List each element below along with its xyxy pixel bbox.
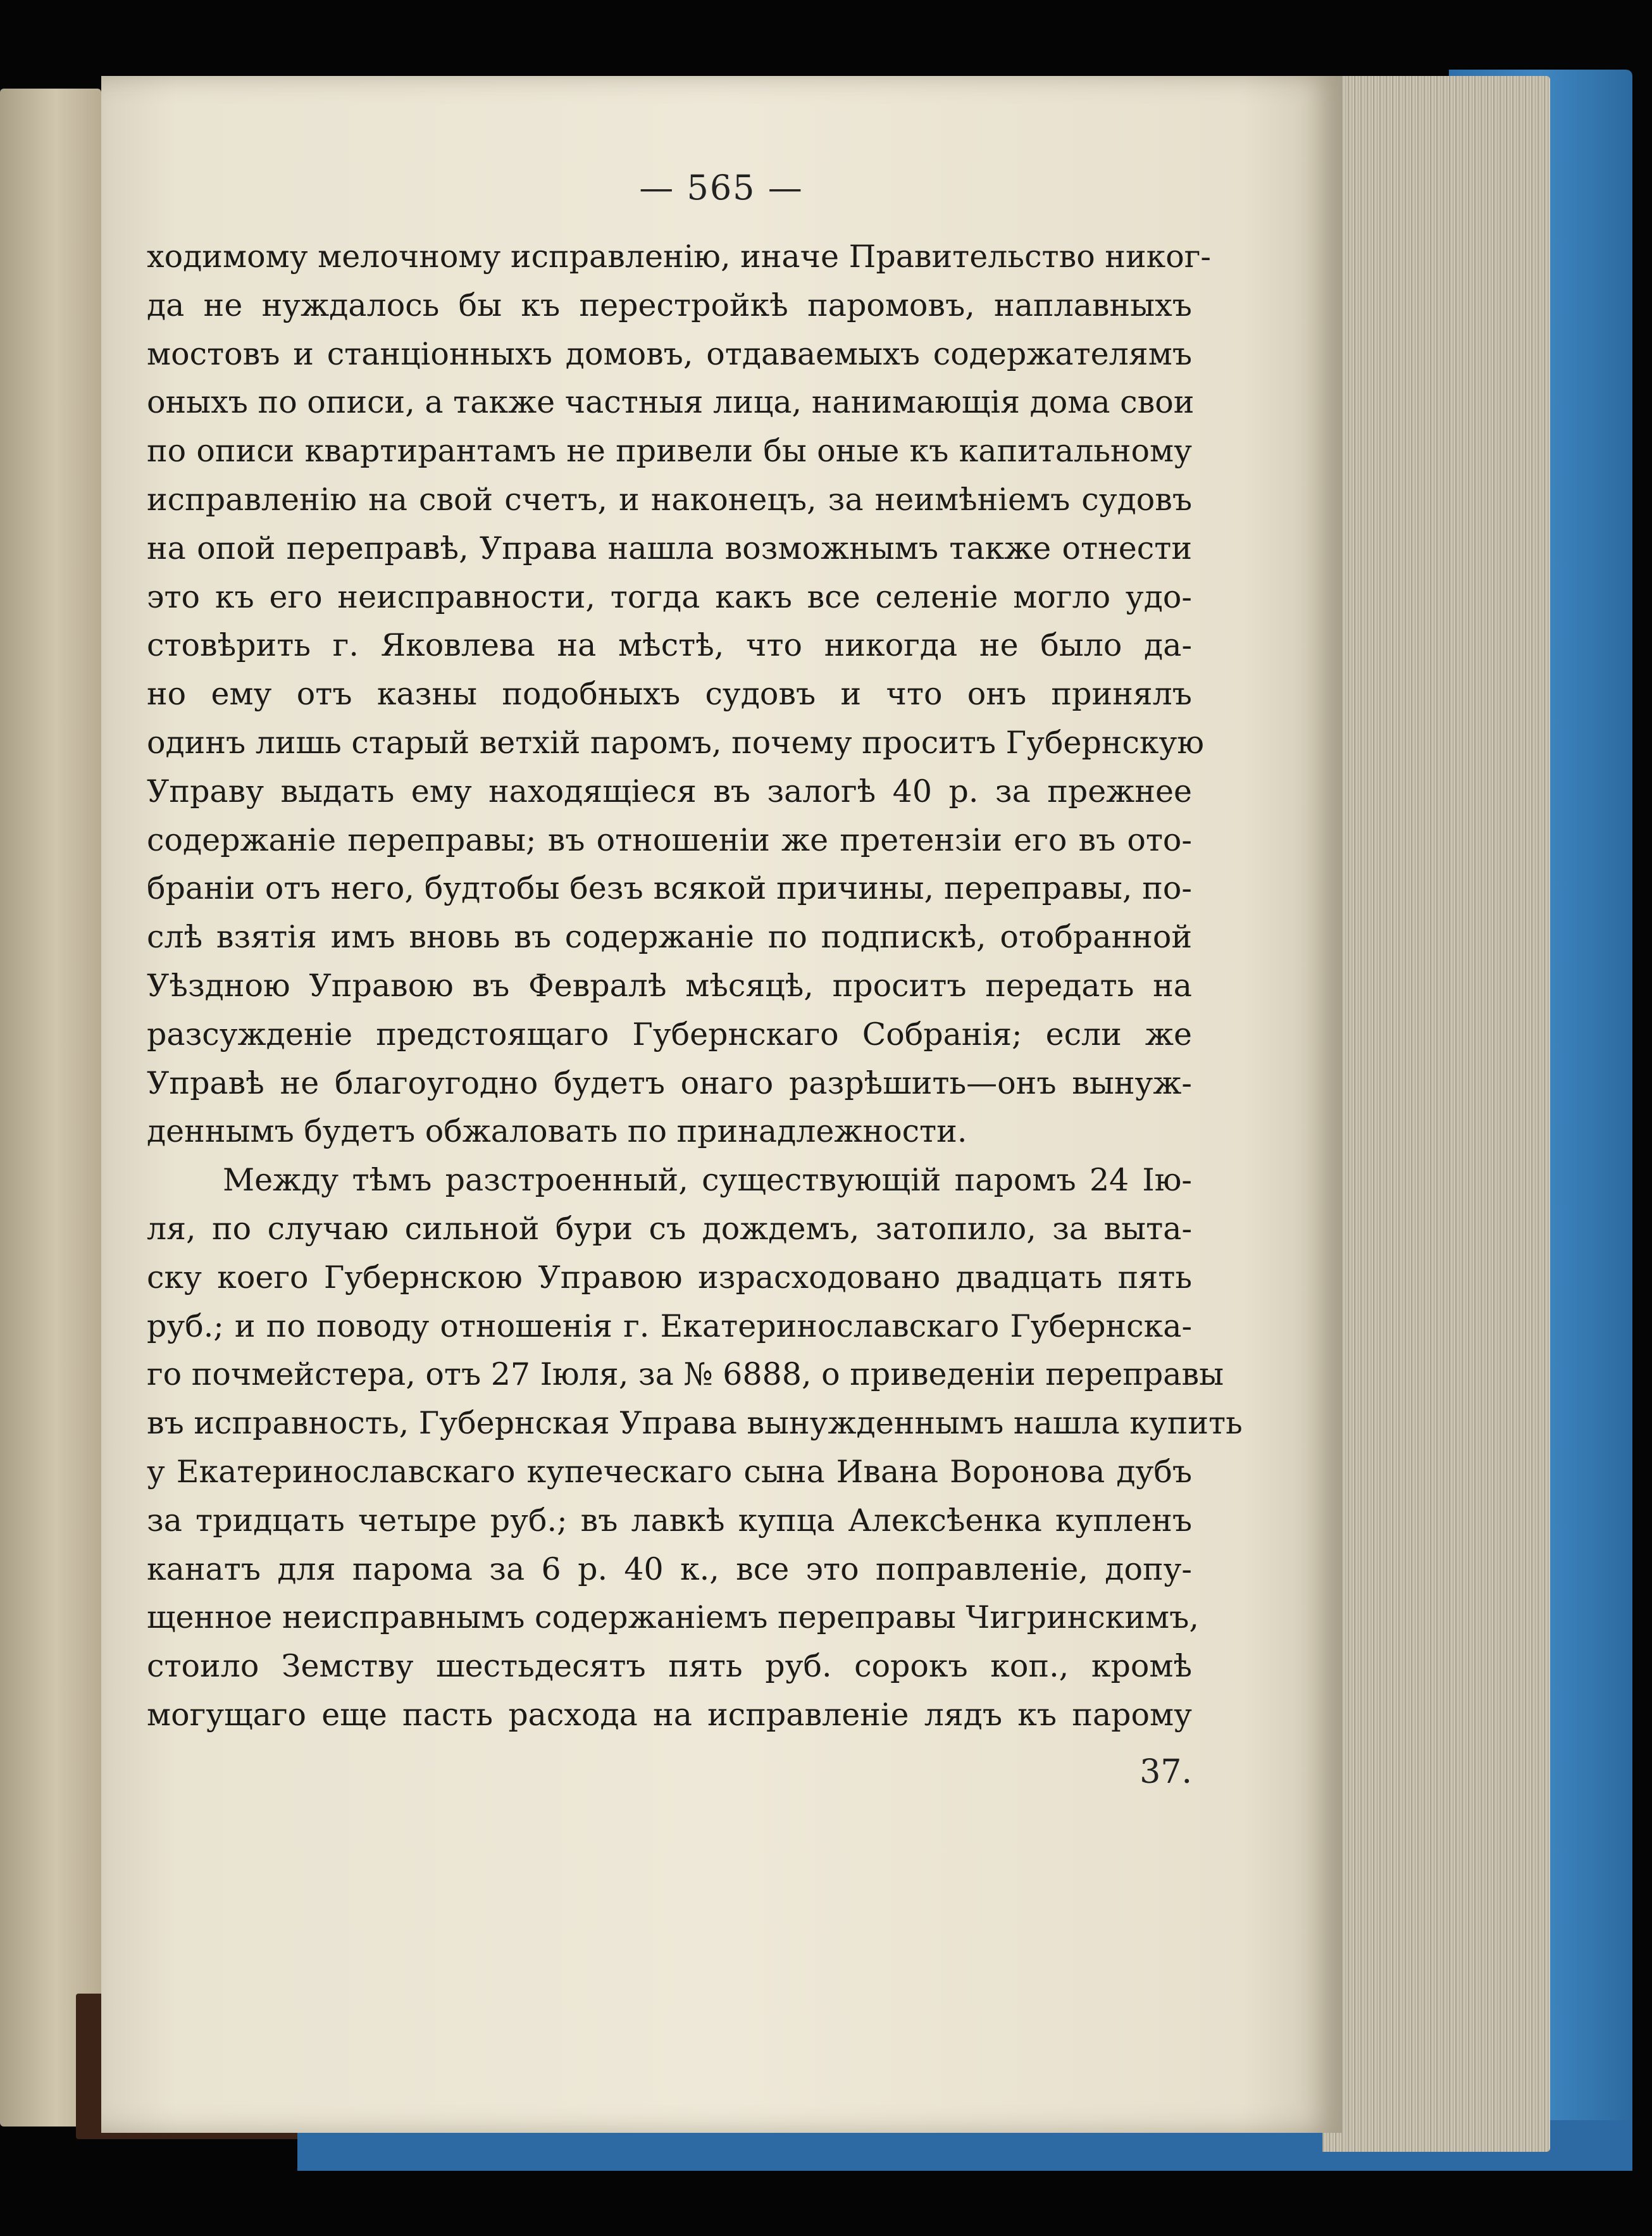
text-line: на опой переправѣ, Управа нашла возможнымъ также отнести [147,530,1192,566]
book-page [101,76,1341,2133]
text-line: щенное неисправнымъ содержанiемъ переправы Чигринскимъ, [147,1599,1199,1636]
text-line: у Екатеринославскаго купеческаго сына Ивана Воронова дубъ [147,1453,1192,1490]
text-line: бранiи отъ него, будтобы безъ всякой причины, переправы, по- [147,870,1192,907]
left-page-edge [0,89,101,2127]
text-line: могущаго еще пасть расхода на исправленiе лядъ къ парому [147,1696,1192,1733]
text-line: исправленiю на свой счетъ, и наконецъ, за неимѣнiемъ судовъ [147,481,1192,518]
page-stack-edge [1322,76,1550,2152]
text-line: Между тѣмъ разстроенный, существующiй паромъ 24 Iю- [223,1162,1192,1199]
text-line: оныхъ по описи, а также частныя лица, нанимающiя дома свои [147,384,1195,421]
text-line: деннымъ будетъ обжаловать по принадлежности. [147,1113,967,1150]
text-line: ля, по случаю сильной бури съ дождемъ, затопило, за выта- [147,1210,1192,1247]
page-body [147,233,1243,1740]
text-line: одинъ лишь старый ветхiй паромъ, почему проситъ Губернскую [147,724,1205,761]
text-line: Управѣ не благоугодно будетъ онаго разрѣшить—онъ вынуж- [147,1065,1192,1101]
text-line: содержанiе переправы; въ отношенiи же претензiи его въ ото- [147,821,1192,858]
text-line: за тридцать четыре руб.; въ лавкѣ купца Алексѣенка купленъ [147,1502,1192,1539]
text-line: стоило Земству шестьдесятъ пять руб. сорокъ коп., кромѣ [147,1648,1192,1685]
text-line: да не нуждалось бы къ перестройкѣ паромовъ, наплавныхъ [147,287,1192,323]
signature-mark: 37. [1140,1753,1192,1791]
text-line: го почмейстера, отъ 27 Iюля, за № 6888, о приведенiи переправы [147,1356,1224,1393]
text-line: въ исправность, Губернская Управа вынужденнымъ нашла купить [147,1405,1243,1442]
text-line: мостовъ и станцiонныхъ домовъ, отдаваемыхъ содержателямъ [147,335,1192,372]
text-line: канатъ для парома за 6 р. 40 к., все это поправленiе, допу- [147,1551,1192,1587]
text-line: ходимому мелочному исправленiю, иначе Правительство никог- [147,239,1211,275]
text-line: по описи квартирантамъ не привели бы оные къ капитальному [147,433,1192,470]
text-line: но ему отъ казны подобныхъ судовъ и что онъ принялъ [147,676,1192,713]
text-line: руб.; и по поводу отношенiя г. Екатеринославскаго Губернска- [147,1308,1192,1344]
text-line: Управу выдать ему находящiеся въ залогѣ 40 р. за прежнее [147,773,1192,809]
page-number-header: — 565 — [639,168,804,208]
text-line: разсужденiе предстоящаго Губернскаго Собранiя; если же [147,1016,1192,1052]
text-line: слѣ взятiя имъ вновь въ содержанiе по подпискѣ, отобранной [147,919,1192,956]
text-line: Уѣздною Управою въ Февралѣ мѣсяцѣ, проситъ передать на [147,967,1192,1004]
text-line: ску коего Губернскою Управою израсходовано двадцать пять [147,1259,1192,1296]
text-line: это къ его неисправности, тогда какъ все селенiе могло удо- [147,578,1192,615]
text-line: стовѣрить г. Яковлева на мѣстѣ, что никогда не было да- [147,627,1192,664]
